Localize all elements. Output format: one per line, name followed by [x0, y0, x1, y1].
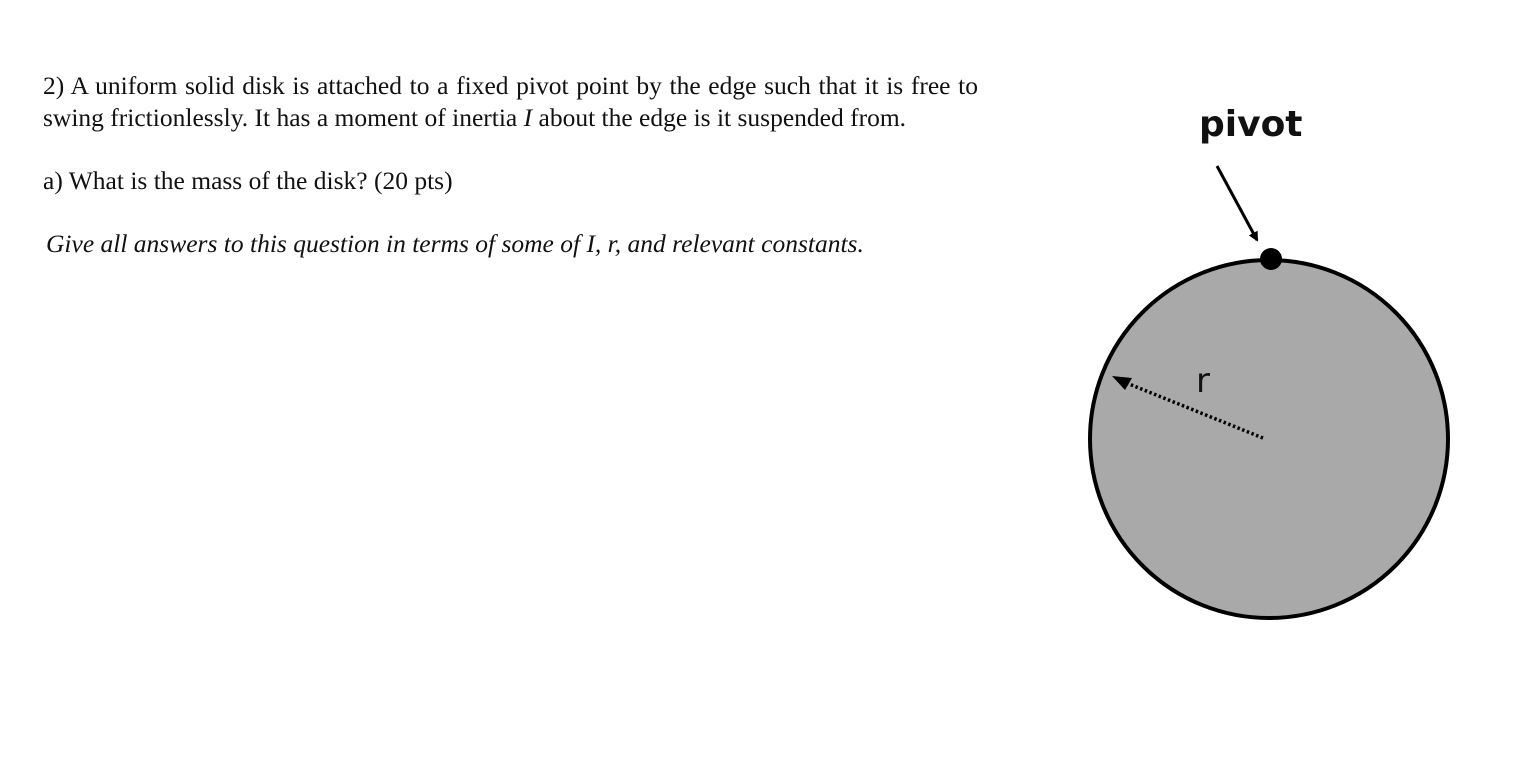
- question-a: a) What is the mass of the disk? (20 pts): [43, 166, 453, 195]
- problem-statement: [43, 70, 978, 133]
- pivot-label: pivot: [1199, 104, 1303, 145]
- problem-statement-start: 2) A uniform solid disk is attached to a fixed pivot point by the edge such that it is free to swing frictionlessly. It has a moment of inertia: [43, 71, 978, 132]
- answer-instructions: Give all answers to this question in terms of some of I, r, and relevant constants.: [46, 228, 864, 258]
- problem-text: [43, 70, 978, 259]
- disk: [1090, 260, 1448, 618]
- moment-of-inertia-symbol: I: [523, 102, 533, 132]
- radius-label: r: [1196, 361, 1210, 401]
- problem-statement-end: about the edge is it suspended from.: [532, 102, 907, 132]
- pivot-point: [1260, 248, 1282, 270]
- pivot-arrow: [1217, 166, 1257, 240]
- disk-pivot-diagram: [1060, 80, 1480, 640]
